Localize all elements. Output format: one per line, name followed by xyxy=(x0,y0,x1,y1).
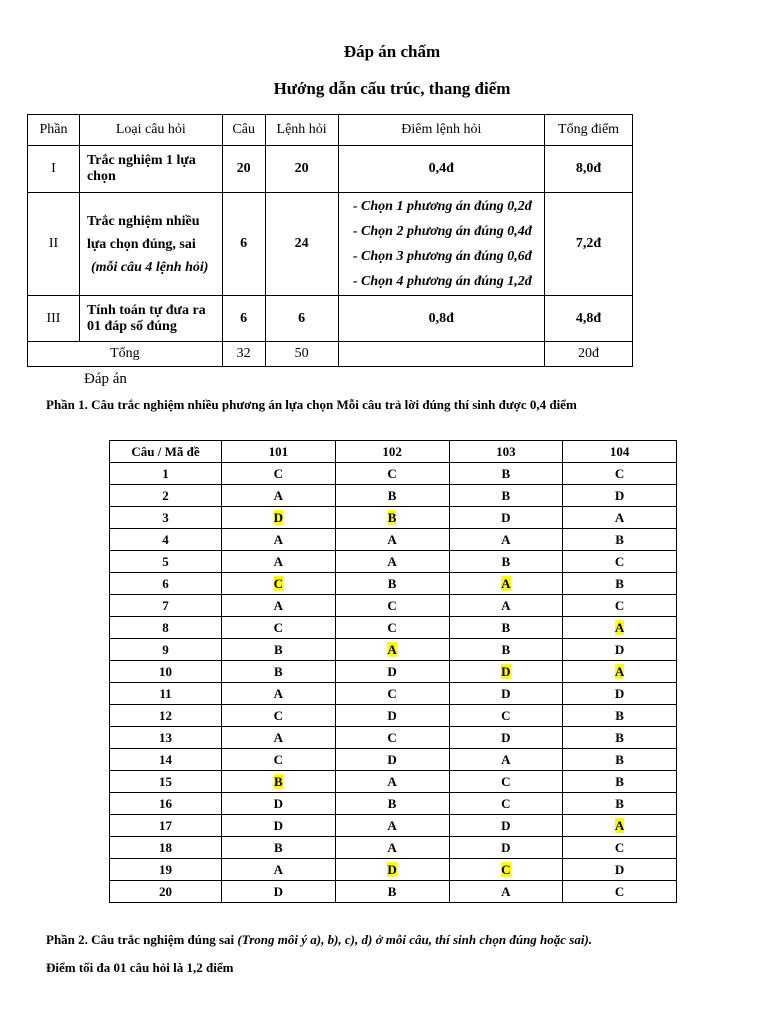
total-label: Tổng xyxy=(28,342,223,367)
answer-letter: A xyxy=(501,575,511,591)
question-number-cell: 11 xyxy=(110,683,222,705)
rubric-line: - Chọn 2 phương án đúng 0,4đ xyxy=(352,224,532,239)
diem-cell: 0,8đ xyxy=(338,296,545,342)
question-number-cell: 10 xyxy=(110,661,222,683)
diem-cell: 0,4đ xyxy=(338,146,545,193)
answer-letter: B xyxy=(274,839,283,855)
answer-cell xyxy=(449,705,563,727)
total-row xyxy=(28,342,633,367)
total-lenh: 50 xyxy=(265,342,338,367)
answer-letter: B xyxy=(615,773,624,789)
structure-row xyxy=(28,296,633,342)
answer-letter: A xyxy=(614,509,625,525)
structure-row xyxy=(28,146,633,193)
answer-header-cell: Câu / Mã đề xyxy=(110,441,222,463)
table-row xyxy=(110,881,677,903)
answer-header-cell: 103 xyxy=(449,441,563,463)
answer-letter: C xyxy=(614,839,625,855)
table-row xyxy=(110,551,677,573)
answer-letter: B xyxy=(274,663,283,679)
question-number-cell: 13 xyxy=(110,727,222,749)
rubric-cell xyxy=(338,193,545,296)
answer-letter: D xyxy=(614,861,625,877)
answer-letter: A xyxy=(273,685,284,701)
question-number-cell: 15 xyxy=(110,771,222,793)
answer-letter: A xyxy=(387,531,397,547)
question-number-cell: 4 xyxy=(110,529,222,551)
answer-letter: C xyxy=(387,465,397,481)
part1-heading: Phần 1. Câu trắc nghiệm nhiều phương án lựa chọn Mỗi câu trả lời đúng thí sinh được 0,4 điểm xyxy=(46,397,577,412)
total-tong: 20đ xyxy=(545,342,633,367)
question-number-cell: 2 xyxy=(110,485,222,507)
answer-letter: C xyxy=(273,619,284,635)
answer-letter: B xyxy=(615,531,624,547)
part2-heading xyxy=(46,932,592,948)
answer-cell xyxy=(335,551,449,573)
table-row xyxy=(110,815,677,837)
answer-cell xyxy=(449,683,563,705)
answer-cell xyxy=(335,705,449,727)
answer-letter: C xyxy=(614,597,625,613)
answer-cell xyxy=(563,749,677,771)
answer-cell xyxy=(335,815,449,837)
answer-letter: B xyxy=(615,729,624,745)
rubric-line: - Chọn 3 phương án đúng 0,6đ xyxy=(352,249,532,264)
table-row xyxy=(110,463,677,485)
lenh-cell: 6 xyxy=(265,296,338,342)
answer-cell xyxy=(449,639,563,661)
table-row xyxy=(110,573,677,595)
table-row xyxy=(110,595,677,617)
table-row xyxy=(110,859,677,881)
answer-cell xyxy=(563,639,677,661)
answer-letter: A xyxy=(614,663,625,679)
answer-cell xyxy=(563,463,677,485)
answer-letter: C xyxy=(614,465,625,481)
answer-cell xyxy=(222,793,336,815)
rubric-line: - Chọn 4 phương án đúng 1,2đ xyxy=(352,274,532,289)
answer-letter: D xyxy=(501,817,511,833)
tong-cell: 7,2đ xyxy=(545,193,633,296)
answer-letter: B xyxy=(501,553,511,569)
answer-letter: A xyxy=(501,883,511,899)
answer-letter: C xyxy=(501,707,511,723)
cau-cell: 20 xyxy=(222,146,265,193)
type-text: Trắc nghiệm nhiều lựa chọn đúng, sai xyxy=(86,213,200,252)
table-row xyxy=(110,749,677,771)
answer-cell xyxy=(449,617,563,639)
answer-letter: D xyxy=(387,707,397,723)
answer-cell xyxy=(449,507,563,529)
answer-letter: C xyxy=(387,685,397,701)
table-row xyxy=(110,507,677,529)
answer-cell xyxy=(335,771,449,793)
type-cell xyxy=(79,193,222,296)
answer-letter: B xyxy=(501,487,511,503)
rubric-line: - Chọn 1 phương án đúng 0,2đ xyxy=(352,199,532,214)
structure-header-row xyxy=(28,115,633,146)
header-cell: Tổng điểm xyxy=(545,115,633,146)
answer-cell xyxy=(222,749,336,771)
table-row xyxy=(110,661,677,683)
answer-cell xyxy=(222,683,336,705)
answer-cell xyxy=(222,837,336,859)
answer-cell xyxy=(335,573,449,595)
document-title: Đáp án chấm xyxy=(343,42,441,61)
answer-key-label: Đáp án xyxy=(84,371,127,387)
answer-cell xyxy=(222,551,336,573)
answer-letter: C xyxy=(614,553,625,569)
answer-cell xyxy=(563,551,677,573)
answer-letter: C xyxy=(273,751,284,767)
header-cell: Loại câu hỏi xyxy=(79,115,222,146)
answer-letter: A xyxy=(273,729,284,745)
header-cell: Điêm lệnh hỏi xyxy=(338,115,545,146)
answer-letter: B xyxy=(387,487,397,503)
answer-header-cell: 104 xyxy=(563,441,677,463)
answer-letter: A xyxy=(387,839,397,855)
question-number-cell: 14 xyxy=(110,749,222,771)
header-cell: Câu xyxy=(222,115,265,146)
question-number-cell: 19 xyxy=(110,859,222,881)
answer-cell xyxy=(335,529,449,551)
answer-letter: D xyxy=(273,795,284,811)
part-cell: II xyxy=(28,193,80,296)
answer-cell xyxy=(335,837,449,859)
answer-cell xyxy=(335,727,449,749)
answer-cell xyxy=(449,727,563,749)
answer-cell xyxy=(563,573,677,595)
answer-letter: B xyxy=(501,465,511,481)
answer-letter: C xyxy=(273,575,284,591)
answer-header-row xyxy=(110,441,677,463)
answer-letter: B xyxy=(387,509,397,525)
answer-cell xyxy=(563,859,677,881)
answer-cell xyxy=(335,793,449,815)
answer-cell xyxy=(335,661,449,683)
table-row xyxy=(110,837,677,859)
answer-cell xyxy=(335,749,449,771)
answer-table-body xyxy=(110,463,677,903)
answer-letter: C xyxy=(387,619,397,635)
answer-letter: D xyxy=(501,663,511,679)
answer-letter: A xyxy=(387,553,397,569)
answer-cell xyxy=(449,485,563,507)
table-row xyxy=(110,617,677,639)
answer-letter: B xyxy=(501,641,511,657)
type-cell: Tính toán tự đưa ra 01 đáp số đúng xyxy=(79,296,222,342)
question-number-cell: 6 xyxy=(110,573,222,595)
answer-letter: A xyxy=(273,487,284,503)
answer-cell xyxy=(563,595,677,617)
answer-cell xyxy=(335,463,449,485)
tong-cell: 4,8đ xyxy=(545,296,633,342)
structure-table xyxy=(27,114,633,367)
table-row xyxy=(110,683,677,705)
answer-cell xyxy=(563,727,677,749)
question-number-cell: 16 xyxy=(110,793,222,815)
answer-letter: B xyxy=(274,773,283,789)
table-row xyxy=(110,485,677,507)
answer-letter: C xyxy=(387,729,397,745)
lenh-cell: 20 xyxy=(265,146,338,193)
part-cell: I xyxy=(28,146,80,193)
answer-cell xyxy=(222,617,336,639)
answer-cell xyxy=(449,881,563,903)
answer-cell xyxy=(449,529,563,551)
answer-letter: A xyxy=(387,817,397,833)
answer-letter: B xyxy=(274,641,283,657)
answer-letter: C xyxy=(501,861,511,877)
answer-table xyxy=(109,440,677,903)
answer-letter: A xyxy=(387,641,397,657)
answer-cell xyxy=(449,837,563,859)
question-number-cell: 20 xyxy=(110,881,222,903)
answer-cell xyxy=(449,815,563,837)
answer-letter: D xyxy=(273,883,284,899)
answer-letter: C xyxy=(387,597,397,613)
answer-cell xyxy=(563,661,677,683)
answer-letter: C xyxy=(501,773,511,789)
answer-cell xyxy=(563,485,677,507)
table-row xyxy=(110,529,677,551)
answer-letter: D xyxy=(501,729,511,745)
type-note: (mỗi câu 4 lệnh hỏi) xyxy=(90,259,209,275)
lenh-cell: 24 xyxy=(265,193,338,296)
answer-cell xyxy=(563,507,677,529)
answer-cell xyxy=(335,881,449,903)
answer-cell xyxy=(335,595,449,617)
answer-letter: A xyxy=(614,817,625,833)
answer-cell xyxy=(449,771,563,793)
total-diem xyxy=(338,342,545,367)
answer-cell xyxy=(563,837,677,859)
answer-letter: C xyxy=(501,795,511,811)
answer-cell xyxy=(563,617,677,639)
answer-cell xyxy=(222,573,336,595)
answer-cell xyxy=(222,463,336,485)
total-cau: 32 xyxy=(222,342,265,367)
question-number-cell: 18 xyxy=(110,837,222,859)
table-row xyxy=(110,771,677,793)
answer-cell xyxy=(563,771,677,793)
answer-letter: A xyxy=(273,531,284,547)
answer-cell xyxy=(449,595,563,617)
answer-letter: D xyxy=(273,817,284,833)
answer-letter: A xyxy=(387,773,397,789)
answer-cell xyxy=(222,661,336,683)
header-cell: Lệnh hỏi xyxy=(265,115,338,146)
header-cell: Phần xyxy=(28,115,80,146)
answer-cell xyxy=(335,485,449,507)
answer-letter: D xyxy=(614,685,625,701)
question-number-cell: 5 xyxy=(110,551,222,573)
answer-letter: B xyxy=(615,575,624,591)
answer-cell xyxy=(563,529,677,551)
answer-cell xyxy=(222,529,336,551)
part2-max-score: Điểm tối đa 01 câu hỏi là 1,2 điểm xyxy=(46,960,234,975)
answer-letter: D xyxy=(387,751,397,767)
answer-letter: A xyxy=(273,597,284,613)
table-row xyxy=(110,727,677,749)
answer-cell xyxy=(449,749,563,771)
answer-cell xyxy=(563,683,677,705)
answer-cell xyxy=(222,705,336,727)
answer-letter: C xyxy=(614,883,625,899)
part2-heading-note: (Trong môi ý a), b), c), d) ở mỗi câu, thí sinh chọn đúng hoặc sai). xyxy=(237,932,593,947)
answer-cell xyxy=(222,881,336,903)
answer-cell xyxy=(563,881,677,903)
answer-header-cell: 102 xyxy=(335,441,449,463)
answer-letter: A xyxy=(273,553,284,569)
answer-letter: B xyxy=(387,575,397,591)
question-number-cell: 12 xyxy=(110,705,222,727)
cau-cell: 6 xyxy=(222,296,265,342)
answer-letter: B xyxy=(501,619,511,635)
answer-letter: D xyxy=(387,663,397,679)
table-row xyxy=(110,793,677,815)
question-number-cell: 7 xyxy=(110,595,222,617)
answer-letter: A xyxy=(614,619,625,635)
answer-letter: C xyxy=(273,707,284,723)
answer-letter: D xyxy=(501,509,511,525)
table-row xyxy=(110,639,677,661)
question-number-cell: 3 xyxy=(110,507,222,529)
answer-letter: B xyxy=(387,795,397,811)
question-number-cell: 8 xyxy=(110,617,222,639)
answer-cell xyxy=(222,859,336,881)
answer-letter: B xyxy=(615,751,624,767)
cau-cell: 6 xyxy=(222,193,265,296)
answer-letter: C xyxy=(273,465,284,481)
answer-letter: D xyxy=(614,641,625,657)
answer-letter: D xyxy=(387,861,397,877)
answer-cell xyxy=(335,683,449,705)
answer-cell xyxy=(449,661,563,683)
answer-cell xyxy=(222,639,336,661)
part-cell: III xyxy=(28,296,80,342)
answer-cell xyxy=(222,771,336,793)
answer-cell xyxy=(335,859,449,881)
answer-letter: D xyxy=(501,839,511,855)
answer-cell xyxy=(222,727,336,749)
answer-cell xyxy=(222,815,336,837)
answer-cell xyxy=(449,573,563,595)
answer-cell xyxy=(222,507,336,529)
answer-cell xyxy=(563,793,677,815)
answer-cell xyxy=(449,463,563,485)
answer-letter: A xyxy=(501,531,511,547)
tong-cell: 8,0đ xyxy=(545,146,633,193)
part2-heading-text: Phần 2. Câu trắc nghiệm đúng sai xyxy=(46,932,238,947)
answer-header-cell: 101 xyxy=(222,441,336,463)
answer-letter: A xyxy=(501,751,511,767)
answer-letter: B xyxy=(615,795,624,811)
structure-row xyxy=(28,193,633,296)
question-number-cell: 9 xyxy=(110,639,222,661)
answer-letter: D xyxy=(273,509,284,525)
question-number-cell: 1 xyxy=(110,463,222,485)
answer-cell xyxy=(449,859,563,881)
answer-letter: B xyxy=(387,883,397,899)
answer-cell xyxy=(449,551,563,573)
answer-letter: B xyxy=(615,707,624,723)
answer-cell xyxy=(335,639,449,661)
question-number-cell: 17 xyxy=(110,815,222,837)
answer-letter: A xyxy=(501,597,511,613)
answer-cell xyxy=(222,485,336,507)
type-cell: Trắc nghiệm 1 lựa chọn xyxy=(79,146,222,193)
answer-letter: A xyxy=(273,861,284,877)
answer-letter: D xyxy=(614,487,625,503)
table-row xyxy=(110,705,677,727)
answer-cell xyxy=(563,815,677,837)
answer-cell xyxy=(563,705,677,727)
answer-cell xyxy=(335,507,449,529)
document-subtitle: Hướng dẫn cấu trúc, thang điểm xyxy=(273,79,511,98)
answer-cell xyxy=(335,617,449,639)
answer-cell xyxy=(449,793,563,815)
answer-cell xyxy=(222,595,336,617)
answer-letter: D xyxy=(501,685,511,701)
